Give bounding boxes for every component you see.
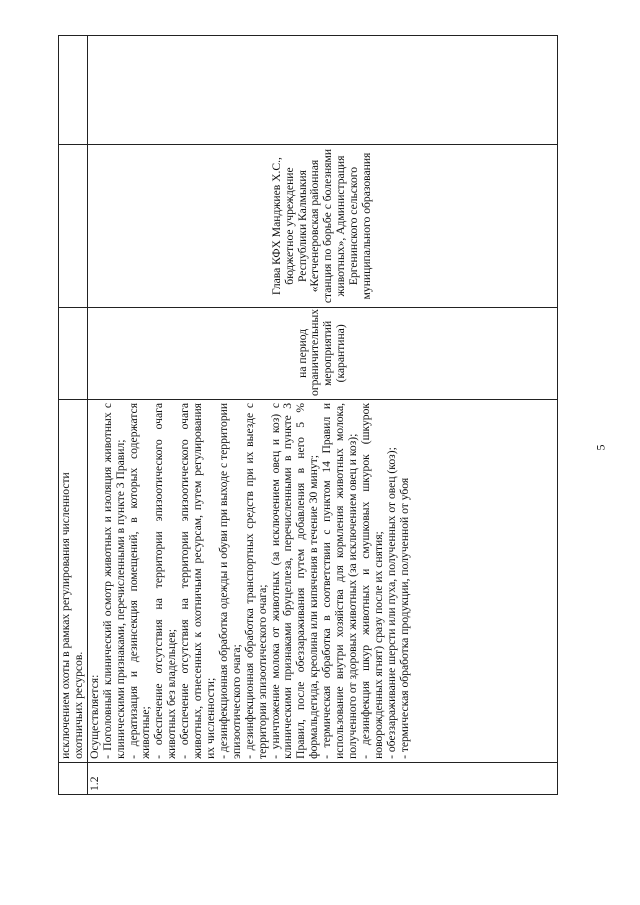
measure-line: - дезинфекция шкур животных и смушковых шкурок (шкурок новорожденных ягнят) сразу после их снятия; xyxy=(358,402,385,759)
landscape-table-wrapper xyxy=(58,35,568,795)
row-number-cell xyxy=(59,762,88,794)
measure-line: - термическая обработка продукции, полученной от убоя xyxy=(397,477,411,759)
measure-line: - дезинфекционная обработка одежды и обуви при выходе с территории эпизоотического очага; xyxy=(216,402,243,759)
measure-line: - обеспечение отсутствия на территории эпизоотического очага животных, отнесенных к охотничьим ресурсам, путем регулирования их численности; xyxy=(178,402,217,759)
responsible-cell xyxy=(59,145,88,307)
table-row xyxy=(59,36,88,795)
measure-line: - дератизация и дезинсекция помещений, в которых содержатся животные; xyxy=(126,402,153,759)
term-cell xyxy=(59,307,88,399)
measure-line: - термическая обработка в соответствии с пунктом 14 Правил и использование внутри хозяйства для кормления животных молока, полученного от здоровых животных (за исключением овец и коз); xyxy=(320,402,359,759)
measure-cell xyxy=(59,399,88,762)
measure-line: охотничьих ресурсов. xyxy=(71,651,85,759)
measure-cell xyxy=(87,399,557,762)
measure-line: - уничтожение молока от животных (за исключением овец и коз) с клиническими признаками бруцеллеза, перечисленными в пункте 3 Правил, после обеззараживания путем добавления в него 5 % формальдегида, креолина или кипячения в течение 30 минут; xyxy=(268,402,321,759)
measure-line: - дезинфекционная обработка транспортных средств при их выезде с территории эпизоотического очага; xyxy=(242,402,269,759)
measure-line: - Поголовный клинический осмотр животных и изоляция животных с клиническими признаками, перечисленными в пункте 3 Правил; xyxy=(100,402,127,759)
page-number: 5 xyxy=(593,444,608,451)
measure-line: Осуществляется: xyxy=(87,674,101,759)
measure-line: исключением охоты в рамках регулирования численности xyxy=(59,472,72,759)
rotated-table-area xyxy=(58,35,568,795)
measures-table xyxy=(58,35,558,795)
table-row xyxy=(87,36,557,795)
row-number-cell: 1.2 xyxy=(87,762,557,794)
responsible-cell: Глава КФХ Манджиев Х.С., бюджетное учреждение Республики Калмыкия «Кетченеровская районная станция по борьбе с болезнями животных», Администрация Ергенинского сельского муниципального образования xyxy=(87,145,557,307)
extra-cell xyxy=(59,36,88,145)
extra-cell xyxy=(87,36,557,145)
measure-line: - обеззараживание шерсти или пуха, полученных от овец (коз); xyxy=(384,447,398,759)
measure-line: - обеспечение отсутствия на территории эпизоотического очага животных без владельцев; xyxy=(152,402,179,759)
term-cell: на период ограничительных мероприятий (карантина) xyxy=(87,307,557,399)
